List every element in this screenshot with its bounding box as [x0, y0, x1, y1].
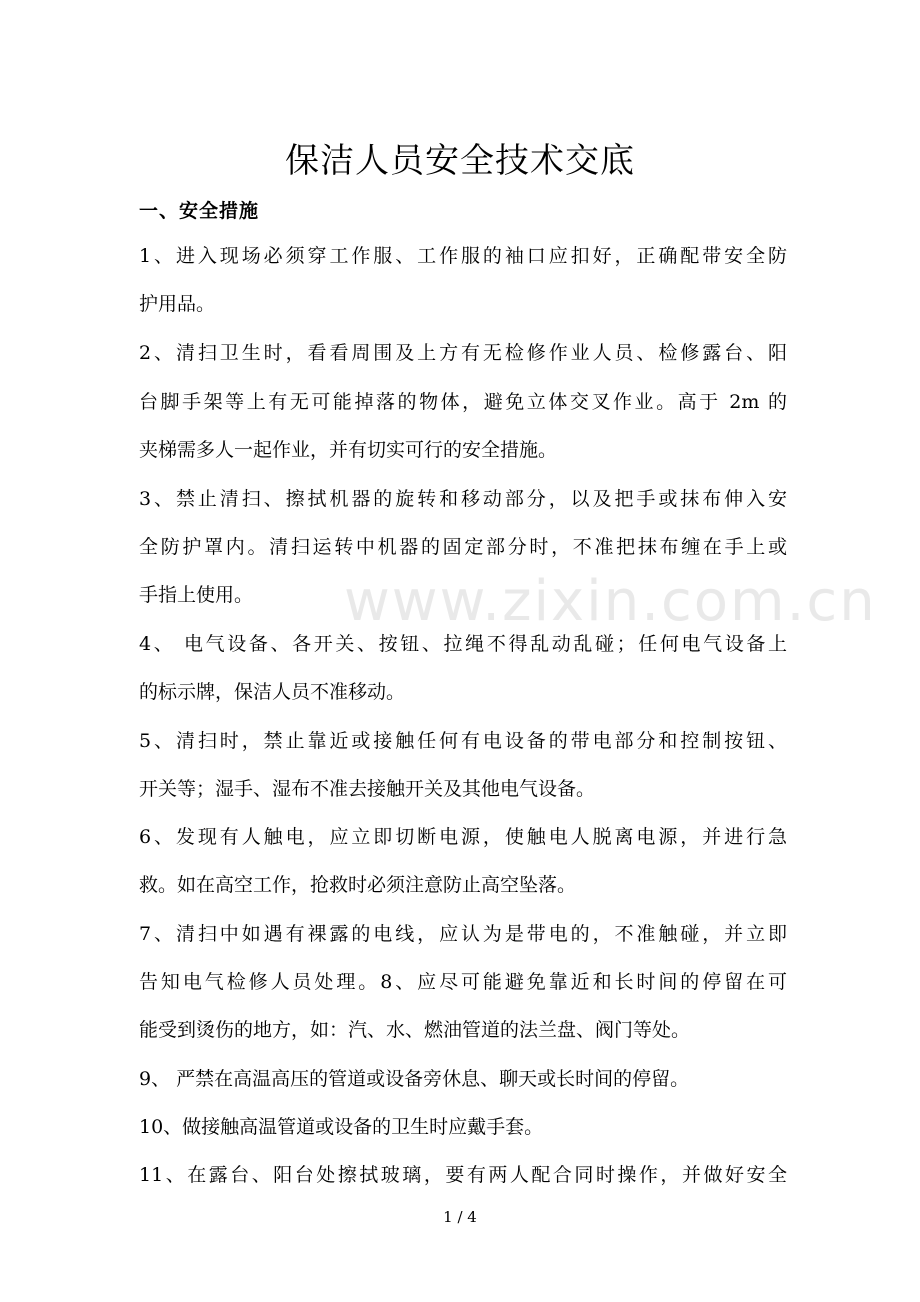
- body-line: 夹梯需多人一起作业，并有切实可行的安全措施。: [139, 439, 558, 461]
- body-line: 6、发现有人触电，应立即切断电源，使触电人脱离电源，并进行急: [139, 826, 787, 848]
- body-line: 台脚手架等上有无可能掉落的物体，避免立体交叉作业。高于 2m 的: [139, 391, 787, 413]
- body-line: 2、清扫卫生时，看看周围及上方有无检修作业人员、检修露台、阳: [139, 342, 787, 364]
- page-indicator: 1 / 4: [443, 1208, 477, 1226]
- body-line: 1、进入现场必须穿工作服、工作服的袖口应扣好，正确配带安全防: [139, 245, 787, 267]
- body-line: 的标示牌，保洁人员不准移动。: [139, 681, 406, 703]
- body-line: 手指上使用。: [139, 584, 254, 606]
- body-line: 4、 电气设备、各开关、按钮、拉绳不得乱动乱碰；任何电气设备上: [139, 633, 787, 655]
- body-line: 告知电气检修人员处理。8、应尽可能避免靠近和长时间的停留在可: [139, 971, 787, 993]
- body-line: 7、清扫中如遇有裸露的电线，应认为是带电的，不准触碰，并立即: [139, 923, 787, 945]
- body-line: 全防护罩内。清扫运转中机器的固定部分时，不准把抹布缠在手上或: [139, 536, 787, 558]
- body-line: 能受到烫伤的地方，如：汽、水、燃油管道的法兰盘、阀门等处。: [139, 1019, 691, 1041]
- document-title: 保洁人员安全技术交底: [285, 141, 635, 181]
- body-line: 11、在露台、阳台处擦拭玻璃，要有两人配合同时操作，并做好安全: [139, 1164, 787, 1186]
- body-line: 开关等；湿手、湿布不准去接触开关及其他电气设备。: [139, 778, 596, 800]
- body-line: 5、清扫时，禁止靠近或接触任何有电设备的带电部分和控制按钮、: [139, 730, 787, 752]
- body-line: 护用品。: [139, 293, 216, 315]
- section-heading: 一、安全措施: [139, 200, 260, 222]
- body-line: 救。如在高空工作，抢救时必须注意防止高空坠落。: [139, 874, 577, 896]
- body-line: 10、做接触高温管道或设备的卫生时应戴手套。: [139, 1116, 544, 1138]
- watermark-text: www.zixin.com.cn: [344, 569, 877, 634]
- body-line: 9、 严禁在高温高压的管道或设备旁休息、聊天或长时间的停留。: [139, 1068, 690, 1090]
- body-line: 3、禁止清扫、擦拭机器的旋转和移动部分，以及把手或抹布伸入安: [139, 488, 787, 510]
